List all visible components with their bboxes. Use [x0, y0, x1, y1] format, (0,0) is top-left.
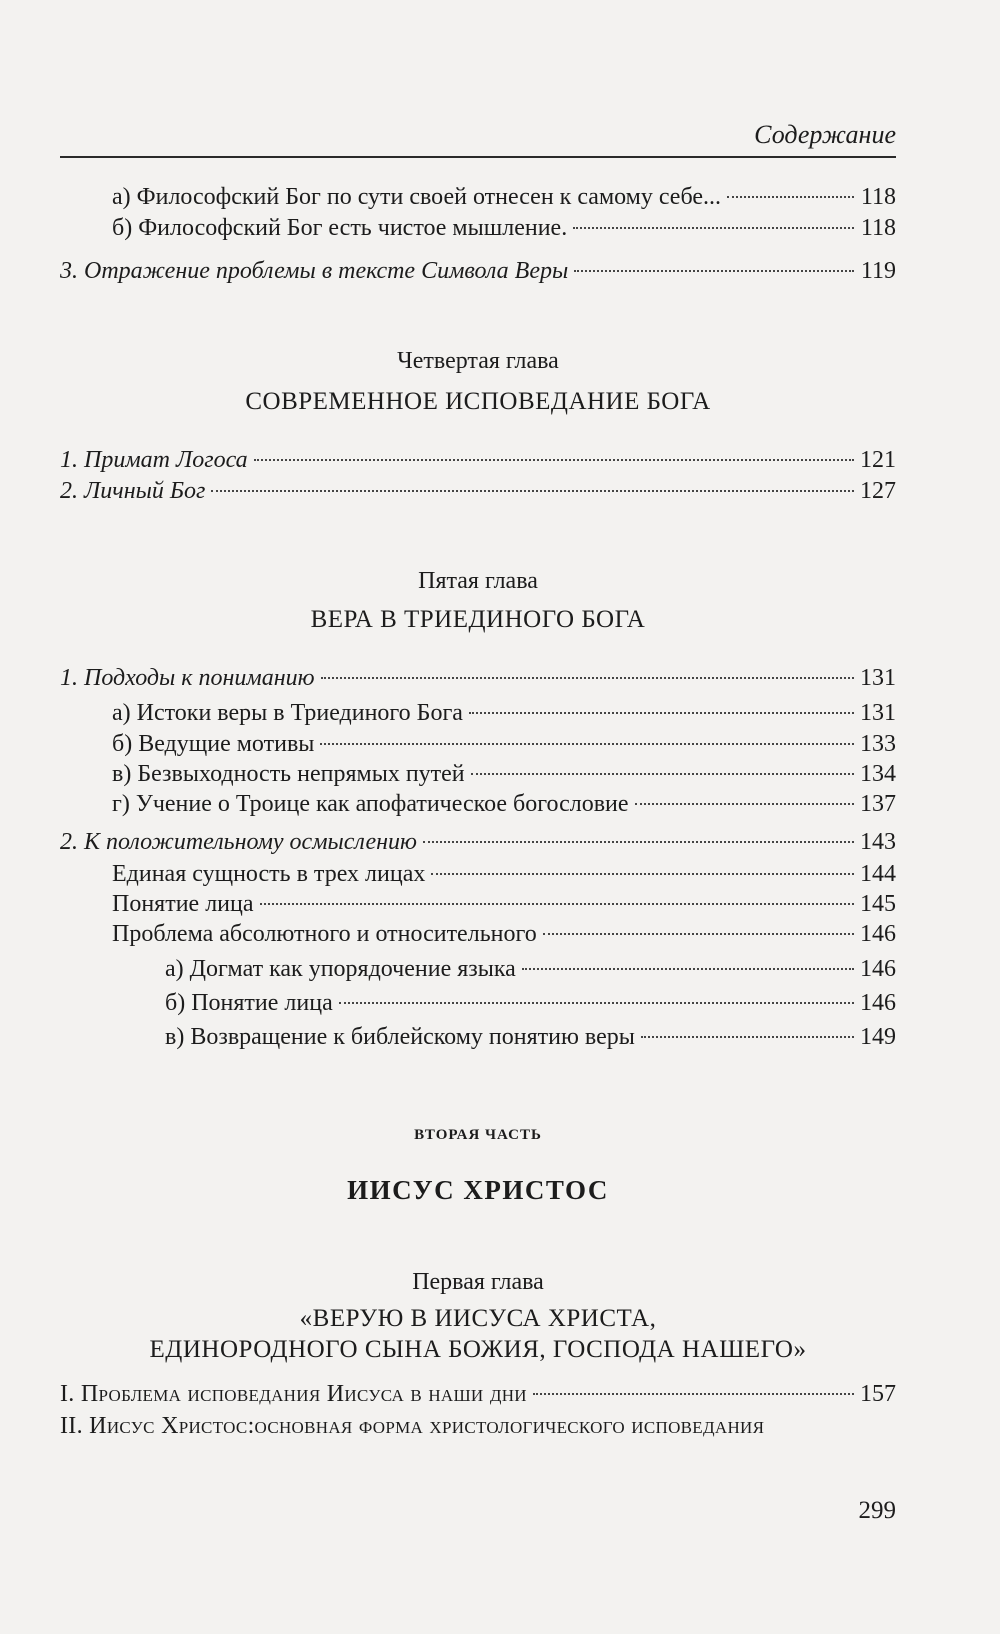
chapter-label: Четвертая глава — [397, 348, 559, 374]
toc-entry: а) Догмат как упорядочение языка 146 — [165, 956, 896, 982]
toc-entry: а) Философский Бог по сути своей отнесен к самому себе... 118 — [112, 184, 896, 210]
toc-entry: I. Проблема исповедания Иисуса в наши дни 157 — [60, 1381, 896, 1407]
chapter-title-line1: «ВЕРУЮ В ИИСУСА ХРИСТА, — [299, 1305, 657, 1332]
toc-entry: Понятие лица 145 — [112, 891, 896, 917]
toc-entry: 2. К положительному осмыслению 143 — [60, 829, 896, 855]
running-head: Содержание — [754, 120, 896, 149]
toc-entry: в) Возвращение к библейскому понятию веры 149 — [165, 1024, 896, 1050]
toc-entry: г) Учение о Троице как апофатическое богословие 137 — [112, 791, 896, 817]
toc-entry: б) Философский Бог есть чистое мышление. 118 — [112, 215, 896, 241]
toc-entry: 3. Отражение проблемы в тексте Символа Веры 119 — [60, 258, 896, 284]
toc-entry: Проблема абсолютного и относительного 146 — [112, 921, 896, 947]
chapter-title-line2: ЕДИНОРОДНОГО СЫНА БОЖИЯ, ГОСПОДА НАШЕГО» — [149, 1336, 807, 1363]
toc-entry: а) Истоки веры в Триединого Бога 131 — [112, 700, 896, 726]
chapter-label: Первая глава — [412, 1269, 544, 1295]
toc-entry: 1. Подходы к пониманию 131 — [60, 665, 896, 691]
chapter-title: ВЕРА В ТРИЕДИНОГО БОГА — [310, 606, 646, 633]
toc-entry: б) Ведущие мотивы 133 — [112, 731, 896, 757]
page-number: 299 — [858, 1497, 896, 1524]
toc-entry: 2. Личный Бог 127 — [60, 478, 896, 504]
toc-entry: 1. Примат Логоса 121 — [60, 447, 896, 473]
chapter-title: СОВРЕМЕННОЕ ИСПОВЕДАНИЕ БОГА — [245, 388, 711, 415]
chapter-label: Пятая глава — [418, 568, 538, 594]
toc-entry: Единая сущность в трех лицах 144 — [112, 861, 896, 887]
part-title: ИИСУС ХРИСТОС — [347, 1175, 609, 1205]
toc-entry: б) Понятие лица 146 — [165, 990, 896, 1016]
toc-entry: в) Безвыходность непрямых путей 134 — [112, 761, 896, 787]
header-rule — [60, 156, 896, 158]
toc-entry: II. Иисус Христос:основная форма христологического исповедания — [60, 1413, 765, 1439]
part-label: ВТОРАЯ ЧАСТЬ — [414, 1127, 542, 1143]
